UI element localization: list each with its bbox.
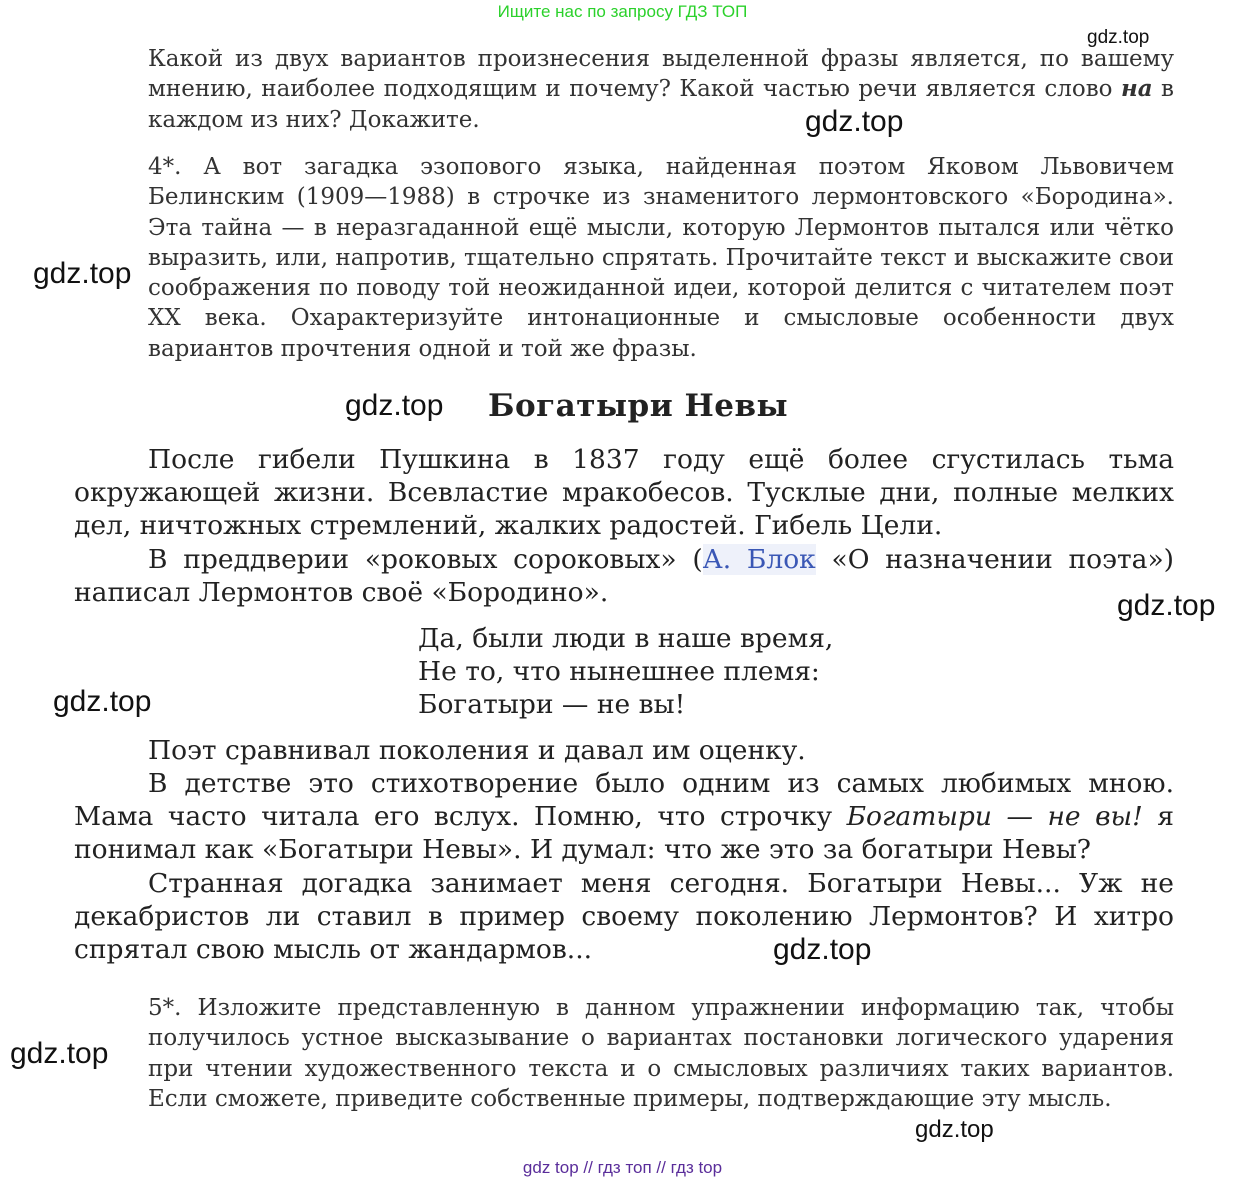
task-3-question xyxy=(148,44,1174,138)
paragraph-4-italic-quote: Богатыри — не вы! xyxy=(846,801,1143,833)
top-banner[interactable]: Ищите нас по запросу ГДЗ ТОП xyxy=(497,2,748,21)
watermark: gdz.top xyxy=(10,1037,109,1070)
paragraph-1: После гибели Пушкина в 1837 году ещё более сгустилась тьма окружающей жизни. Всевластие мракобесов. Тусклые дни, полные мелких дел, ничтожных стремлений, жалких радостей. Гибель Цели. xyxy=(74,444,1174,542)
watermark: gdz.top xyxy=(345,389,444,422)
paragraph-2-text-end: «О назначении поэта») написал Лермонтов своё «Бородино». xyxy=(74,544,1174,609)
watermark: gdz.top xyxy=(1117,589,1216,622)
watermark: gdz.top xyxy=(1087,27,1150,48)
paragraph-2-text: В преддверии «роковых сороковых» ( xyxy=(148,544,703,575)
verse-quote xyxy=(418,622,833,721)
verse-line: Богатыри — не вы! xyxy=(418,689,686,720)
task-3-highlight-word: на xyxy=(1120,75,1153,103)
watermark: gdz.top xyxy=(773,933,872,966)
task-3-text: Какой из двух вариантов произнесения выделенной фразы является, по вашему мнению, наиболее подходящим и почему? Какой частью речи является слово xyxy=(148,46,1174,103)
blok-link[interactable]: А. Блок xyxy=(702,544,816,575)
task-5-question: 5*. Изложите представленную в данном упражнении информацию так, чтобы получилось устное высказывание о вариантах постановки логического ударения при чтении художественного текста и о смысловых различиях таких вариантов. Если сможете, приведите собственные примеры, подтверждающие эту мысль. xyxy=(148,995,1174,1112)
watermark: gdz.top xyxy=(805,105,904,138)
watermark: gdz.top xyxy=(915,1116,994,1143)
task-4-question: 4*. А вот загадка эзопового языка, найденная поэтом Яковом Львовичем Белинским (1909—1988) в строчке из знаменитого лермонтовского «Бородина». Эта тайна — в неразгаданной ещё мысли, которую Лермонтов пытался или чётко выразить, или, напротив, тщательно спрятать. Прочитайте текст и выскажите свои соображения по поводу той неожиданной идеи, которой делится с читателем поэт XX века. Охарактеризуйте интонационные и смысловые особенности двух вариантов прочтения одной и той же фразы. xyxy=(148,154,1174,362)
watermark: gdz.top xyxy=(33,257,132,290)
watermark: gdz.top xyxy=(53,685,152,718)
paragraph-3: Поэт сравнивал поколения и давал им оценку. xyxy=(148,735,806,766)
task-3-text-end: в каждом из них? Докажите. xyxy=(148,76,1174,133)
paragraph-2 xyxy=(74,543,1174,609)
paragraph-4-text-end: я понимал как «Богатыри Невы». И думал: что же это за богатыри Невы? xyxy=(74,801,1174,866)
section-title: Богатыри Невы xyxy=(488,388,789,424)
verse-line: Да, были люди в наше время, xyxy=(418,623,834,654)
footer-links[interactable]: gdz top // гдз топ // гдз top xyxy=(522,1158,723,1177)
paragraph-4-text: В детстве это стихотворение было одним из самых любимых мною. Мама часто читала его вслух. Помню, что строчку xyxy=(74,768,1174,833)
paragraph-5: Странная догадка занимает меня сегодня. Богатыри Невы... Уж не декабристов ли ставил в пример своему поколению Лермонтов? И хитро спрятал свою мысль от жандармов... xyxy=(74,868,1174,966)
verse-line: Не то, что нынешнее племя: xyxy=(418,656,820,687)
paragraph-4 xyxy=(74,767,1174,867)
